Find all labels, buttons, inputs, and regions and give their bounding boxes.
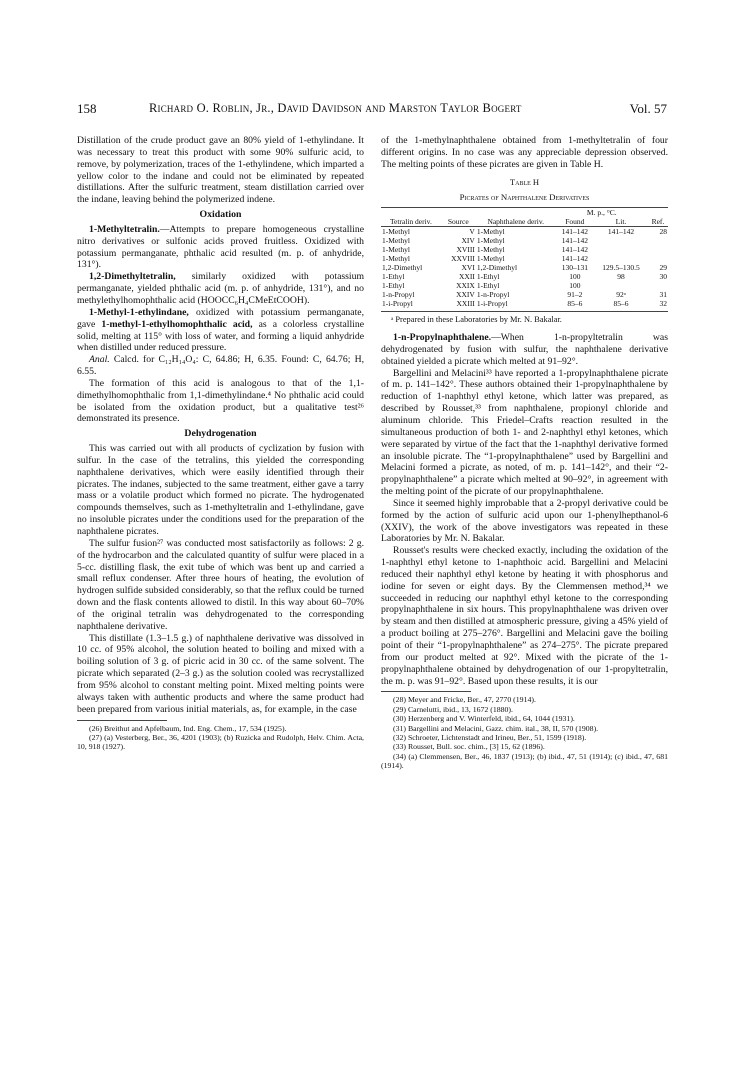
table-cell: 85–6 [567, 299, 583, 309]
table-row [381, 254, 668, 263]
paragraph: of the 1-methylnaphthalene obtained from 1-methyltetralin of four different origins. In no case was any appreciable depression observed. The melting points of these picrates are given in Table H. [381, 135, 668, 170]
compound-name: 1,2-Dimethyltetralin, [89, 271, 176, 283]
table-cell: 29 [659, 263, 667, 273]
running-title: Richard O. Roblin, Jr., David Davidson and Marston Taylor Bogert [149, 101, 522, 115]
footnote: (33) Rousset, Bull. soc. chim., [3] 15, 62 (1896). [393, 742, 545, 752]
table-cell: 1-Methyl [476, 236, 505, 246]
paragraph: 1-Methyltetralin.—Attempts to prepare homogeneous crystalline nitro derivatives or sulfonic acids proved fruitless. Oxidized with potassium permanganate, phthalic acid resulted (m. p. of anhydride, 131°). [77, 223, 364, 271]
table-cell [594, 254, 648, 263]
table-cell [594, 245, 648, 254]
table-cell: V [469, 227, 475, 237]
table-footnote: ᵃ Prepared in these Laboratories by Mr. N. Bakalar. [381, 311, 668, 326]
paragraph: Distillation of the crude product gave an 80% yield of 1-ethylindane. It was necessary to treat this product with some 90% sulfuric acid, to remove, by polymerization, traces of the 1-ethylindene, which imparted a yellow color to the indane and could not be eliminated by repeated distillations. After the sulfuric treatment, steam distillation carried over the indane, leaving behind the polymerized indene. [77, 135, 364, 206]
table-row [381, 281, 668, 290]
footnote-rule [381, 691, 471, 692]
table-cell: XVIII [456, 245, 475, 255]
table-cell: XVI [461, 263, 475, 273]
table-cell: 98 [617, 272, 625, 282]
table-cell: 1,2-Dimethyl [382, 263, 423, 273]
table-cell: 141–142 [561, 245, 588, 255]
footnote: (28) Meyer and Fricke, Ber., 47, 2770 (1914). [393, 695, 536, 705]
table-header-cell: Tetralin deriv. [389, 217, 432, 227]
paragraph: The formation of this acid is analogous to that of the 1,1-dimethylhomophthalic from 1,1-dimethylindane.⁴ No phthalic acid could be isolated from the oxidation product, but a qualitative test²⁶ demonstrated its presence. [77, 377, 364, 425]
table-cell [648, 245, 668, 254]
right-column [381, 135, 668, 771]
table-cell: 1-n-Propyl [476, 290, 510, 300]
footnote: (34) (a) Clemmensen, Ber., 46, 1837 (1913); (b) ibid., 47, 51 (1914); (c) ibid., 47, 681 (1914). [381, 751, 668, 771]
table-cell: 100 [569, 272, 581, 282]
table-cell: 1-Ethyl [476, 281, 500, 291]
table-cell [648, 236, 668, 245]
table-body [381, 227, 668, 309]
table-cell: 28 [659, 227, 667, 237]
paragraph: 1,2-Dimethyltetralin, similarly oxidized with potassium permanganate, yielded phthalic acid (m. p. of anhydride, 131°), and no methylethylhomophthalic acid (HOOCC₆H₄CMeEtCOOH). [77, 271, 364, 306]
table-cell [648, 254, 668, 263]
paragraph: Bargellini and Melacini³³ have reported a 1-propylnaphthalene picrate of m. p. 141–142°. These authors obtained their 1-propylnaphthalene by reduction of 1-naphthyl ethyl ketone, which latter was prepared, as described by Rousset,³³ from naphthalene, propionyl chloride and aluminum chloride. This Friedel–Crafts reaction resulted in the simultaneous production of both 1- and 2-naphthyl ethyl ketones, which were separated by virtue of the fact that the 1-naphthyl derivative formed an insoluble picrate. The “1-propylnaphthalene” used by Bargellini and Melacini formed a picrate, as noted, of m. p. 141–142°, and their “2-propylnaphthalene” a picrate which melted at 90–92°, in agreement with the melting point of the picrate of our propylnaphthalene. [381, 367, 668, 498]
table-cell: 1-Ethyl [476, 272, 500, 282]
table-cell: 31 [659, 290, 667, 300]
table-cell: XXIX [456, 281, 475, 291]
left-column [77, 135, 364, 752]
table-header-cell: Found [565, 217, 585, 227]
table-cell: 1-Methyl [382, 236, 410, 246]
table-cell: 1-Methyl [382, 245, 410, 255]
table-title: Picrates of Naphthalene Derivatives [459, 192, 590, 203]
table-cell: 141–142 [607, 227, 635, 237]
section-heading-dehydrogenation: Dehydrogenation [184, 428, 257, 440]
running-header [77, 101, 667, 117]
table-cell: 141–142 [561, 254, 588, 264]
table-cell: 85–6 [613, 299, 629, 309]
section-heading-oxidation: Oxidation [199, 209, 242, 221]
table-label: Table H [509, 176, 540, 187]
table-cell: 1-i-Propyl [382, 299, 413, 309]
table-cell: 130–131 [561, 263, 588, 273]
paragraph: This distillate (1.3–1.5 g.) of naphthalene derivative was dissolved in 10 cc. of 95% alcohol, the solution heated to boiling and mixed with a boiling solution of 3 g. of picric acid in 30 cc. of the same solvent. The picrate which separated (2–3 g.) as the solution cooled was recrystallized from 95% alcohol to constant melting point. Mixed melting points were always taken with authentic products and where the same product had been prepared from various initial materials, as, for example, in the case [77, 632, 364, 715]
table-header-cell: Naphthalene deriv. [487, 217, 545, 227]
table-cell: XXII [459, 272, 475, 282]
paragraph: The sulfur fusion²⁷ was conducted most satisfactorily as follows: 2 g. of the hydrocarbon and the calculated quantity of sulfur were placed in a 5-cc. distilling flask, the exit tube of which was bent up and carried a small reflux condenser. After three hours of heating, the evolution of hydrogen sulfide subsided considerably, so that the reflux could be turned down and the flask contents allowed to distil. In this way about 60–70% of the original tetralin was dehydrogenated to the corresponding naphthalene derivative. [77, 537, 364, 632]
table-cell: 91–2 [567, 290, 583, 300]
table-cell [594, 236, 648, 245]
paragraph: 1-n-Propylnaphthalene.—When 1-n-propyltetralin was dehydrogenated by fusion with sulfur, the naphthalene derivative obtained yielded a picrate which melted at 91–92°. [381, 332, 668, 367]
footnote: (31) Bargellini and Melacini, Gazz. chim. ital., 38, II, 570 (1908). [393, 723, 599, 733]
table-cell: 1-Methyl [476, 254, 505, 264]
table-cell: 129.5–130.5 [602, 263, 640, 273]
table-cell: 1-Ethyl [382, 272, 405, 282]
table-cell: 1-Methyl [476, 245, 505, 255]
table-cell: 141–142 [561, 236, 588, 246]
paragraph: This was carried out with all products of cyclization by fusion with sulfur. In the case of the tetralins, this yielded the corresponding naphthalene derivatives, which were easily identified through their picrates. The indanes, subjected to the same treatment, either gave a tarry mass or a volatile product which formed no picrate. The hydrogenated compounds themselves, such as 1-methyltetralin and 1-ethylindane, gave no insoluble picrates under the conditions used for the preparation of the naphthalene picrates. [77, 443, 364, 537]
table-cell: 1-n-Propyl [382, 290, 415, 300]
volume-label: Vol. 57 [629, 101, 667, 116]
table-row [381, 299, 668, 308]
table-row [381, 236, 668, 245]
table-cell: XIV [461, 236, 475, 246]
table-cell [594, 281, 648, 290]
table-row [381, 227, 668, 237]
table-header-cell: Lit. [615, 217, 627, 227]
table-cell: 1-Methyl [382, 227, 410, 237]
table-header-cell: Source [447, 217, 469, 227]
footnote: (26) Breithut and Apfelbaum, Ind. Eng. Chem., 17, 534 (1925). [89, 723, 287, 733]
table-cell: XXIV [456, 290, 475, 300]
compound-name: 1-Methyl-1-ethylindane, [89, 306, 189, 318]
table-cell: 30 [659, 272, 667, 282]
table-cell: XXIII [456, 299, 475, 309]
table-cell: 1-i-Propyl [476, 299, 508, 309]
footnote: (27) (a) Vesterberg, Ber., 36, 4201 (1903); (b) Ruzicka and Rudolph, Helv. Chim. Acta, 10, 918 (1927). [77, 732, 364, 752]
table-cell: 1,2-Dimethyl [476, 263, 518, 273]
footnote: (32) Schroeter, Lichtenstadt and Irineu, Ber., 51, 1599 (1918). [393, 733, 587, 742]
table-cell [648, 281, 668, 290]
table-row [381, 290, 668, 299]
paragraph: Since it seemed highly improbable that a 2-propyl derivative could be formed by the action of sulfuric acid upon our 1-phenylhepthanol-6 (XXIV), the work of the above investigators was repeated in these Laboratories by Mr. N. Bakalar. [381, 497, 668, 545]
paragraph: Rousset's results were checked exactly, including the oxidation of the 1-naphthyl ethyl ketone to 1-naphthoic acid. Bargellini and Melacini reduced their naphthyl ethyl ketone by heating it with phosphorus and iodine for seven or eight days. By the Clemmensen method,³⁴ we succeeded in reducing our naphthyl ethyl ketone to the corresponding propylnaphthalene in six hours. This propylnaphthalene was driven over by steam and then distilled at atmospheric pressure, giving a 45% yield of a product boiling at 275–276°. Bargellini and Melacini gave the boiling point of their “1-propylnaphthalene” as 274–275°. The picrate prepared from our product melted at 92°. Mixed with the picrate of the 1-propylnaphthalene obtained by dehydrogenation of our 1-propyltetralin, the m. p. was 91–92°. Based upon these results, it is our [381, 545, 668, 687]
footnote: (30) Herzenberg and V. Winterfeld, ibid., 64, 1044 (1931). [393, 714, 575, 724]
analysis-line: Anal. Calcd. for C₁₂H₁₄O₄: C, 64.86; H, 6.35. Found: C, 64.76; H, 6.55. [77, 354, 364, 378]
footnote: (29) Carnelutti, ibid., 13, 1672 (1880). [393, 704, 513, 714]
table-header-cell: Ref. [651, 217, 665, 227]
table-cell: 32 [659, 299, 667, 309]
picrates-table [381, 207, 668, 308]
table-header-group: M. p., °C. [586, 208, 617, 218]
table-cell: 1-Methyl [476, 227, 505, 237]
compound-name: 1-Methyltetralin. [89, 223, 160, 235]
compound-name: 1-n-Propylnaphthalene. [393, 332, 492, 344]
page-number: 158 [77, 101, 97, 116]
table-cell: 100 [569, 281, 581, 291]
footnote-rule [77, 720, 167, 721]
table-row [381, 263, 668, 272]
table-cell: 1-Ethyl [382, 281, 405, 291]
paragraph: 1-Methyl-1-ethylindane, oxidized with potassium permanganate, gave 1-methyl-1-ethylhomophthalic acid, as a colorless crystalline solid, melting at 115° with loss of water, and forming a liquid anhydride when distilled under reduced pressure. [77, 306, 364, 354]
table-cell: 141–142 [561, 227, 588, 237]
table-row [381, 245, 668, 254]
table-row [381, 272, 668, 281]
compound-name: 1-methyl-1-ethylhomophthalic acid, [101, 318, 253, 330]
table-cell: 92ᵃ [616, 290, 626, 300]
table-cell: 1-Methyl [382, 254, 410, 264]
table-cell: XXVIII [451, 254, 475, 264]
